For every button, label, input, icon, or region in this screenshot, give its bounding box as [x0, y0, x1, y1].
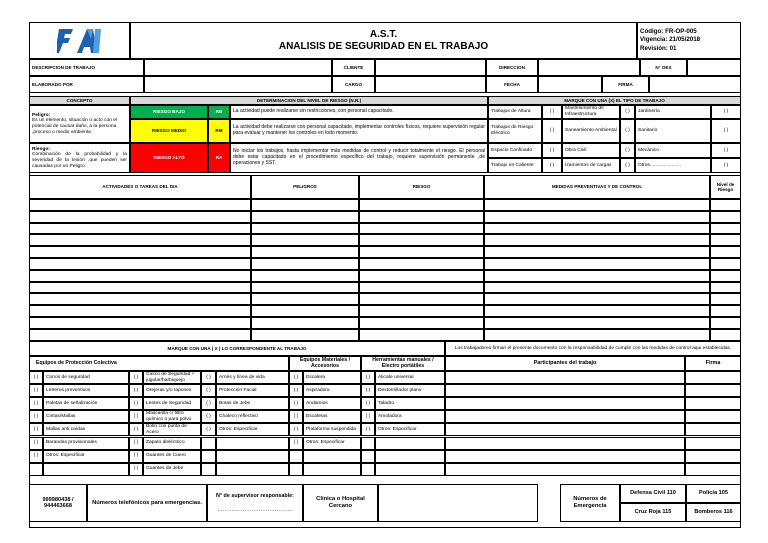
epp-checkbox: [361, 437, 375, 450]
epp-item-label: Lentes de Seguridad: [143, 397, 201, 410]
epp-checkbox: [201, 463, 216, 476]
epp-checkbox[interactable]: ( ): [29, 423, 43, 436]
activity-cell[interactable]: [484, 270, 710, 282]
level-medio-code: RM: [208, 119, 230, 143]
level-bajo-text: La actividad puede realizarse sin restricciones, con personal capacitado.: [230, 105, 488, 119]
activity-cell[interactable]: [710, 329, 741, 341]
participant-signature-cell[interactable]: [685, 397, 741, 410]
firma-field[interactable]: [649, 76, 741, 93]
activity-cell[interactable]: [710, 211, 741, 223]
peligro-text: Es un elemento, situación o acto con el potencial de causar daño, a la persona ,proceso o medio ambiente.: [32, 118, 118, 135]
epp-item-label: Mallas anti caídas: [43, 423, 129, 436]
epp-item-label: Taladro: [375, 397, 445, 410]
participant-signature-cell[interactable]: [685, 423, 741, 436]
level-bajo-code: RB: [208, 105, 230, 119]
footer-clinica: Clínica o Hospital Cercano: [303, 484, 378, 522]
epp-item-label: Otros: Especificar: [216, 423, 289, 436]
epp-checkbox[interactable]: ( ): [129, 463, 143, 476]
supervisor-dots: ……………………………………: [217, 507, 293, 513]
epp-item-label: [375, 450, 445, 463]
epp-item-label: Andamios: [303, 397, 361, 410]
logo-cell: [29, 22, 130, 59]
epp-checkbox[interactable]: ( ): [289, 410, 303, 423]
participant-signature-cell[interactable]: [685, 463, 741, 476]
activity-cell[interactable]: [251, 258, 359, 270]
footer-cruz: Cruz Roja 115: [620, 503, 686, 522]
tipo-label: Izamientos de cargas: [562, 158, 620, 173]
act-header-peligros: PELIGROS: [251, 175, 359, 199]
label-firma: FIRMA: [602, 76, 649, 93]
activity-cell[interactable]: [359, 329, 484, 341]
activity-cell[interactable]: [359, 282, 484, 294]
activity-cell[interactable]: [29, 199, 251, 211]
activity-cell[interactable]: [29, 258, 251, 270]
concepto-header: CONCEPTO: [29, 96, 130, 105]
epp-item-label: [303, 463, 361, 476]
title-line-1: A.S.T.: [369, 29, 398, 40]
activity-cell[interactable]: [29, 317, 251, 329]
tipo-label: Obra Civil: [562, 143, 620, 158]
level-alto-name: RIESGO ALTO: [130, 143, 208, 173]
participantes-header: Participantes del trabajo: [445, 356, 685, 371]
epp-item-label: Letreros preventivos: [43, 384, 129, 397]
activity-cell[interactable]: [710, 305, 741, 317]
epp-checkbox[interactable]: ( ): [289, 397, 303, 410]
doc-revision: Revisión: 01: [640, 44, 677, 52]
epp-item-label: [375, 463, 445, 476]
tipo-label: Trabajos de Riesgo Eléctrico: [488, 119, 542, 143]
tipo-checkbox[interactable]: ( ): [711, 105, 741, 119]
epp-item-label: Paletas de señalización: [43, 397, 129, 410]
epp-checkbox[interactable]: ( ): [29, 371, 43, 384]
epp-header-herramientas: Herramientas manuales / Electro portátiles: [361, 356, 445, 371]
activity-cell[interactable]: [29, 246, 251, 258]
label-descripcion: DESCRIPCION DE TRABAJO: [29, 59, 144, 76]
epp-checkbox: [289, 463, 303, 476]
activity-cell[interactable]: [710, 234, 741, 246]
riesgo-label: Riesgo:: [32, 146, 50, 152]
epp-checkbox[interactable]: ( ): [129, 397, 143, 410]
epp-item-label: Amoladora: [375, 410, 445, 423]
level-bajo-name: RIESGO BAJO: [130, 105, 208, 119]
footer-defensa: Defensa Civil 110: [620, 484, 686, 503]
level-alto-code: RA: [208, 143, 230, 173]
footer-supervisor: [207, 484, 303, 522]
epp-checkbox: [361, 463, 375, 476]
activity-cell[interactable]: [710, 293, 741, 305]
descripcion-field[interactable]: [144, 59, 332, 76]
footer-tel-label: Números telefónicos para emergencias.: [87, 484, 207, 522]
tipo-checkbox[interactable]: ( ): [711, 158, 741, 173]
activity-cell[interactable]: [359, 199, 484, 211]
activity-cell[interactable]: [359, 305, 484, 317]
cliente-field[interactable]: [375, 59, 486, 76]
activity-cell[interactable]: [359, 246, 484, 258]
doc-vigencia: Vigencia: 21/05/2018: [640, 36, 701, 44]
activity-cell[interactable]: [251, 305, 359, 317]
peligro-label: Peligro:: [32, 112, 51, 118]
riesgo-definition: [29, 143, 130, 173]
epp-checkbox: [201, 437, 216, 450]
activity-cell[interactable]: [484, 293, 710, 305]
label-elaborado: ELABORADO POR: [29, 76, 144, 93]
epp-checkbox[interactable]: ( ): [129, 437, 143, 450]
epp-checkbox: [289, 450, 303, 463]
participant-name-cell[interactable]: [445, 397, 685, 410]
footer-policia: Policía 105: [686, 484, 741, 503]
epp-checkbox[interactable]: ( ): [201, 384, 216, 397]
tipo-checkbox[interactable]: ( ): [542, 105, 562, 119]
activity-cell[interactable]: [251, 317, 359, 329]
epp-item-label: Otros: Especificar: [43, 450, 129, 463]
doc-code-cell: [637, 22, 741, 59]
epp-checkbox[interactable]: ( ): [361, 410, 375, 423]
epp-item-label: [216, 463, 289, 476]
activity-cell[interactable]: [484, 246, 710, 258]
epp-checkbox[interactable]: ( ): [289, 371, 303, 384]
epp-checkbox[interactable]: ( ): [129, 450, 143, 463]
label-cliente: CLIENTE: [332, 59, 375, 76]
elaborado-field[interactable]: [144, 76, 332, 93]
tipo-checkbox[interactable]: ( ): [542, 143, 562, 158]
nivel-header: DETERMINACION DEL NIVEL DE RIESGO (N.R.): [130, 96, 488, 105]
epp-item-label: Escaleras: [303, 410, 361, 423]
tipo-checkbox[interactable]: ( ): [620, 105, 635, 119]
epp-item-label: Aspiradora: [303, 384, 361, 397]
activity-cell[interactable]: [251, 211, 359, 223]
tipo-label: Sanitario: [635, 119, 711, 143]
tipo-checkbox[interactable]: ( ): [542, 158, 562, 173]
activity-cell[interactable]: [29, 270, 251, 282]
tipo-checkbox[interactable]: ( ): [542, 119, 562, 143]
activity-cell[interactable]: [29, 305, 251, 317]
participant-name-cell[interactable]: [445, 423, 685, 436]
epp-item-label: Arnés y línea de vida: [216, 371, 289, 384]
epp-item-label: [216, 437, 289, 450]
level-alto-text: No iniciar los trabajos, hasta implementar más medidas de control y reducir totalmente el riesgo. El personal debe estar capacitado en el procedimiento específico del trabajo, requiere supervisión permanente ,de operaciones y SST.: [230, 143, 488, 173]
activity-cell[interactable]: [710, 258, 741, 270]
activity-cell[interactable]: [251, 293, 359, 305]
epp-checkbox[interactable]: ( ): [361, 371, 375, 384]
activity-cell[interactable]: [484, 317, 710, 329]
activity-cell[interactable]: [251, 234, 359, 246]
epp-item-label: Plataforma suspendida: [303, 423, 361, 436]
epp-item-label: Mascarilla c/ filtro químico o para polvo: [143, 410, 201, 423]
activity-cell[interactable]: [484, 305, 710, 317]
participant-signature-cell[interactable]: [685, 410, 741, 423]
act-header-nivel: Nivel de Riesgo: [710, 175, 741, 199]
activity-cell[interactable]: [710, 199, 741, 211]
label-fecha: FECHA: [486, 76, 538, 93]
riesgo-text: Combinación de la probabilidad y la severidad de la lesión ,que pueden ser causadas por un Peligro.: [32, 152, 127, 169]
epp-item-label: Cintas/Mallas: [43, 410, 129, 423]
tipo-label: Saneamiento Ambiental: [562, 119, 620, 143]
tipo-label: Trabajo en Caliente: [488, 158, 542, 173]
epp-item-label: Protección Facial: [216, 384, 289, 397]
activity-cell[interactable]: [484, 282, 710, 294]
tipo-label: Trabajos de Altura: [488, 105, 542, 119]
tipo-label: Otros.......................: [635, 158, 711, 173]
activity-cell[interactable]: [29, 234, 251, 246]
participant-name-cell[interactable]: [445, 371, 685, 384]
participant-name-cell[interactable]: [445, 384, 685, 397]
activity-cell[interactable]: [484, 234, 710, 246]
epp-checkbox: [361, 450, 375, 463]
activity-cell[interactable]: [29, 293, 251, 305]
epp-item-label: Destornillador plano: [375, 384, 445, 397]
participant-name-cell[interactable]: [445, 410, 685, 423]
supervisor-label: N° de supervisor responsable:: [216, 492, 294, 499]
epp-checkbox[interactable]: ( ): [129, 423, 143, 436]
epp-item-label: [216, 450, 289, 463]
doc-code: Código: FR-OP-005: [640, 27, 697, 35]
activity-cell[interactable]: [251, 199, 359, 211]
tipo-checkbox[interactable]: ( ): [711, 143, 741, 158]
epp-item-label: Casco de Seguridad + jugular/barbiquejo: [143, 371, 201, 384]
title-cell: [130, 22, 637, 59]
activity-cell[interactable]: [251, 329, 359, 341]
epp-checkbox[interactable]: ( ): [361, 423, 375, 436]
footer-phones: 999980438 / 944463668: [29, 484, 87, 522]
epp-checkbox[interactable]: ( ): [361, 384, 375, 397]
participant-name-cell[interactable]: [445, 437, 685, 450]
cargo-field[interactable]: [375, 76, 486, 93]
participant-signature-cell[interactable]: [685, 384, 741, 397]
epp-item-label: Conos de seguridad: [43, 371, 129, 384]
epp-checkbox[interactable]: ( ): [29, 410, 43, 423]
footer-bomberos: Bomberos 116: [686, 503, 741, 522]
tipo-label: Espacio Confinado: [488, 143, 542, 158]
epp-checkbox[interactable]: ( ): [29, 450, 43, 463]
epp-checkbox[interactable]: ( ): [29, 437, 43, 450]
participant-name-cell[interactable]: [445, 463, 685, 476]
epp-item-label: Orejeras y/o tapones: [143, 384, 201, 397]
tipo-checkbox[interactable]: ( ): [620, 119, 635, 143]
activity-cell[interactable]: [710, 223, 741, 235]
tipo-label: Jardinería: [635, 105, 711, 119]
activity-cell[interactable]: [710, 270, 741, 282]
epp-item-label: Guantes de Jebe: [143, 463, 201, 476]
epp-item-label: [43, 463, 129, 476]
epp-item-label: Otros: Especificar: [375, 423, 445, 436]
participant-signature-cell[interactable]: [685, 450, 741, 463]
epp-checkbox[interactable]: ( ): [201, 397, 216, 410]
participant-name-cell[interactable]: [445, 450, 685, 463]
activity-cell[interactable]: [710, 317, 741, 329]
tipo-checkbox[interactable]: ( ): [711, 119, 741, 143]
epp-item-label: [375, 437, 445, 450]
tipo-checkbox[interactable]: ( ): [620, 158, 635, 173]
epp-checkbox[interactable]: ( ): [201, 423, 216, 436]
epp-checkbox[interactable]: ( ): [129, 410, 143, 423]
epp-header-materiales: Equipos Materiales / Accesorios: [289, 356, 361, 371]
activity-cell[interactable]: [484, 329, 710, 341]
nots-field[interactable]: [687, 59, 741, 76]
activity-cell[interactable]: [29, 329, 251, 341]
activity-cell[interactable]: [359, 234, 484, 246]
epp-item-label: Botas de Jebe: [216, 397, 289, 410]
epp-checkbox[interactable]: ( ): [289, 384, 303, 397]
activity-cell[interactable]: [29, 211, 251, 223]
epp-checkbox[interactable]: ( ): [361, 397, 375, 410]
activity-cell[interactable]: [484, 223, 710, 235]
activity-cell[interactable]: [29, 223, 251, 235]
label-direccion: DIRECCION: [486, 59, 538, 76]
footer-numeros: Números de Emergencia: [560, 484, 620, 522]
epp-checkbox[interactable]: ( ): [201, 371, 216, 384]
epp-checkbox[interactable]: ( ): [129, 371, 143, 384]
activity-cell[interactable]: [359, 317, 484, 329]
fecha-field[interactable]: [538, 76, 602, 93]
activity-cell[interactable]: [484, 258, 710, 270]
company-logo-icon: [57, 27, 103, 55]
activity-cell[interactable]: [484, 211, 710, 223]
label-cargo: CARGO: [332, 76, 375, 93]
activity-cell[interactable]: [710, 246, 741, 258]
epp-header-colectiva: Equipos de Protección Colectiva: [29, 356, 289, 371]
tipo-label: Mantenimiento de Infraestructura: [562, 105, 620, 119]
participantes-note: Los trabajadores firman el presente documento con la responsabilidad de cumplir con las medidas de control aqui establecidas.: [445, 341, 741, 356]
act-header-riesgo: RIESGO: [359, 175, 484, 199]
label-nots: N° OES: [640, 59, 687, 76]
activity-cell[interactable]: [359, 270, 484, 282]
activity-cell[interactable]: [251, 282, 359, 294]
epp-checkbox[interactable]: ( ): [289, 437, 303, 450]
epp-item-label: Barandas provisionales: [43, 437, 129, 450]
activity-cell[interactable]: [359, 293, 484, 305]
activity-cell[interactable]: [484, 199, 710, 211]
tipo-checkbox[interactable]: ( ): [620, 143, 635, 158]
direccion-field[interactable]: [538, 59, 640, 76]
epp-item-label: Chaleco reflectivo: [216, 410, 289, 423]
epp-checkbox: [201, 450, 216, 463]
level-medio-text: La actividad debe realizarse con personal capacitado, implementar controles físicos, requiere supervisión regular para evaluar y mantener los controles en todo momento.: [230, 119, 488, 143]
epp-checkbox[interactable]: ( ): [289, 423, 303, 436]
participant-signature-cell[interactable]: [685, 437, 741, 450]
epp-checkbox[interactable]: ( ): [129, 384, 143, 397]
activity-cell[interactable]: [251, 223, 359, 235]
epp-item-label: Otros: Especificar: [303, 437, 361, 450]
epp-checkbox: [29, 463, 43, 476]
act-header-actividades: ACTIVIDADES O TAREAS DEL DIA: [29, 175, 251, 199]
peligro-definition: [29, 105, 130, 143]
epp-item-label: Escalera: [303, 371, 361, 384]
activity-cell[interactable]: [359, 211, 484, 223]
participant-signature-cell[interactable]: [685, 371, 741, 384]
activity-cell[interactable]: [251, 246, 359, 258]
firma-header: Firma: [685, 356, 741, 371]
epp-item-label: Zapato dieléctrico: [143, 437, 201, 450]
activity-cell[interactable]: [251, 270, 359, 282]
tipo-label: Mecánico: [635, 143, 711, 158]
epp-item-label: Botin con punta de Acero: [143, 423, 201, 436]
epp-item-label: Guantes de Cuero: [143, 450, 201, 463]
level-medio-name: RIESGO MEDIO: [130, 119, 208, 143]
epp-title: MARQUE CON UNA ( X ) LO CORRESPONDIENTE AL TRABAJO: [29, 341, 445, 356]
activity-cell[interactable]: [710, 282, 741, 294]
epp-item-label: [303, 450, 361, 463]
footer-clinica-field[interactable]: [378, 484, 538, 522]
act-header-medidas: MEDIDAS PREVENTIVAS Y DE CONTROL: [484, 175, 710, 199]
activity-cell[interactable]: [29, 282, 251, 294]
activity-cell[interactable]: [359, 258, 484, 270]
epp-item-label: Alicate universal: [375, 371, 445, 384]
epp-checkbox[interactable]: ( ): [29, 397, 43, 410]
tipo-header: MARQUE CON UNA (X) EL TIPO DE TRABAJO: [488, 96, 741, 105]
title-line-2: ANALISIS DE SEGURIDAD EN EL TRABAJO: [278, 40, 489, 52]
epp-checkbox[interactable]: ( ): [201, 410, 216, 423]
activity-cell[interactable]: [359, 223, 484, 235]
epp-checkbox[interactable]: ( ): [29, 384, 43, 397]
